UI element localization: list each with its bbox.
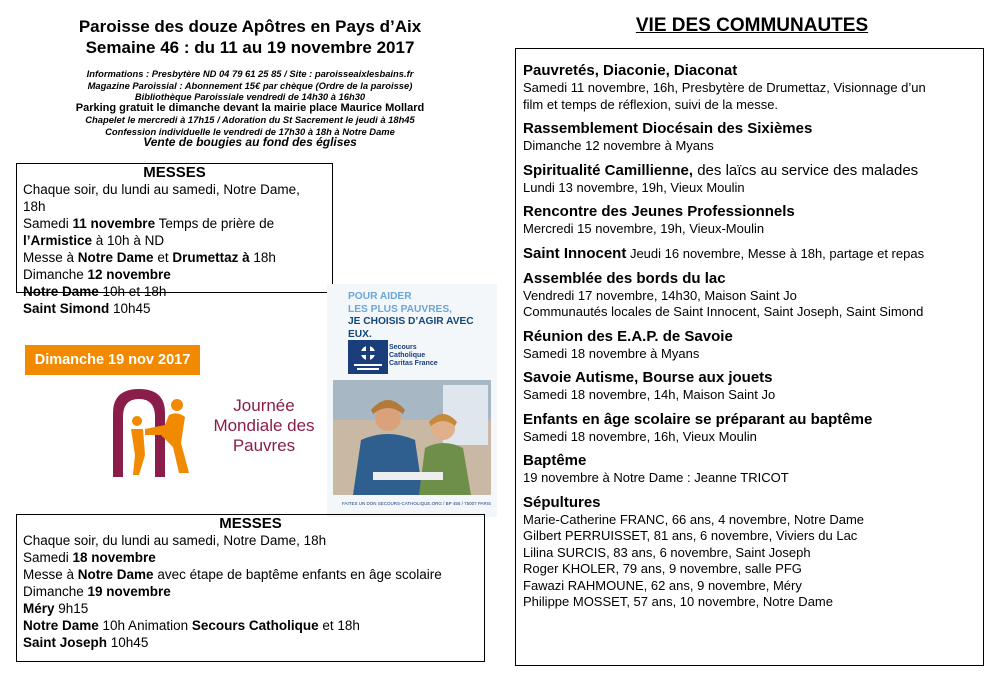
poster-slogan: POUR AIDER LES PLUS PAUVRES, JE CHOISIS D’AGIR AVEC EUX. bbox=[348, 291, 474, 340]
info-line: Chapelet le mercredi à 17h15 / Adoration du St Sacrement le jeudi à 18h45 bbox=[85, 114, 415, 125]
week-range: Semaine 46 : du 11 au 19 novembre 2017 bbox=[85, 38, 415, 57]
section-pauvretes: Pauvretés, Diaconie, Diaconat Samedi 11 novembre, 16h, Presbytère de Drumettaz, Visionnage d’un film et temps de réflexion, suivi de la messe. bbox=[523, 62, 926, 112]
messes-line: Samedi 11 novembre Temps de prière de l’Armistice à 10h à ND bbox=[23, 216, 275, 248]
section-camillienne: Spiritualité Camillienne, des laïcs au service des malades Lundi 13 novembre, 19h, Vieux Moulin bbox=[523, 161, 919, 195]
communautes-box bbox=[515, 48, 984, 666]
messes-line: Notre Dame 10h Animation Secours Catholique et 18h bbox=[23, 618, 360, 633]
list-item: Fawazi RAHMOUNE, 62 ans, 9 novembre, Méry bbox=[523, 577, 802, 593]
parish-title bbox=[0, 16, 500, 58]
event-name: Journée Mondiale des Pauvres bbox=[213, 396, 315, 455]
messes-line: Messe à Notre Dame et Drumettaz à 18h bbox=[23, 250, 276, 265]
messes-line: Dimanche 19 novembre bbox=[23, 584, 171, 599]
info-line: Bibliothèque Paroissiale vendredi de 14h30 à 16h30 bbox=[134, 91, 366, 102]
parish-name: Paroisse des douze Apôtres en Pays d’Aix bbox=[78, 17, 422, 36]
journee-pauvres-logo-icon bbox=[105, 385, 205, 480]
messes-title: MESSES bbox=[219, 515, 282, 532]
event-date-badge: Dimanche 19 nov 2017 bbox=[25, 345, 200, 375]
messes-line: Samedi 18 novembre bbox=[23, 550, 156, 565]
messes-line: Dimanche 12 novembre bbox=[23, 267, 171, 282]
section-bapteme: Baptême 19 novembre à Notre Dame : Jeanne TRICOT bbox=[523, 452, 789, 485]
section-sepultures: Sépultures Marie-Catherine FRANC, 66 ans, 4 novembre, Notre Dame Gilbert PERRUISSET, 81 ans, 6 novembre, Viviers du Lac Lilina SURCIS, 83 ans, 6 novembre, Saint Joseph Roger KHOLER, 79 ans, 9 novembre, salle PFG Fawazi RAHMOUNE, 62 ans, 9 novembre, Méry Philippe MOSSET, 57 ans, 10 novembre, Notre Dame bbox=[523, 493, 977, 611]
messes-line: Saint Joseph 10h45 bbox=[23, 635, 149, 650]
section-sixiemes: Rassemblement Diocésain des Sixièmes Dimanche 12 novembre à Myans bbox=[523, 120, 813, 153]
messes-line: Chaque soir, du lundi au samedi, Notre Dame, 18h bbox=[23, 182, 300, 214]
secours-catholique-poster bbox=[327, 284, 497, 517]
messes-box-week1 bbox=[16, 163, 333, 316]
list-item: Roger KHOLER, 79 ans, 9 novembre, salle PFG bbox=[523, 561, 802, 576]
info-line: Magazine Paroissial : Abonnement 15€ par chèque (Ordre de la paroisse) bbox=[87, 79, 413, 91]
section-enfants-bapteme: Enfants en âge scolaire se préparant au baptême Samedi 18 novembre, 16h, Vieux Moulin bbox=[523, 410, 873, 444]
section-jeunes-pro: Rencontre des Jeunes Professionnels Mercredi 15 novembre, 19h, Vieux-Moulin bbox=[523, 203, 795, 236]
messes-line: Saint Simond 10h45 bbox=[23, 301, 151, 316]
info-line: Informations : Presbytère ND 04 79 61 25 85 / Site : paroisseaixlesbains.fr bbox=[86, 68, 414, 79]
messes-box-week2 bbox=[16, 514, 485, 662]
messes-line: Méry 9h15 bbox=[23, 601, 89, 616]
section-assemblee: Assemblée des bords du lac Vendredi 17 novembre, 14h30, Maison Saint Jo Communautés locales de Saint Innocent, Saint Joseph, Saint Simond bbox=[523, 269, 924, 319]
poster-footer: FAITES UN DON SECOURS-CATHOLIQUE.ORG / BP 455 / 75007 PARIS bbox=[342, 501, 492, 506]
list-item: Gilbert PERRUISSET, 81 ans, 6 novembre, Viviers du Lac bbox=[523, 528, 858, 543]
parking-line: Parking gratuit le dimanche devant la mairie place Maurice Mollard bbox=[75, 101, 425, 114]
info-block bbox=[0, 68, 500, 149]
section-saint-innocent: Saint Innocent Jeudi 16 novembre, Messe à 18h, partage et repas bbox=[523, 244, 925, 262]
communautes-title: VIE DES COMMUNAUTES bbox=[635, 15, 869, 36]
info-line: Confession individuelle le vendredi de 17h30 à 18h à Notre Dame bbox=[105, 125, 395, 137]
secours-catholique-logo-icon bbox=[348, 340, 388, 374]
messes-line: Messe à Notre Dame avec étape de baptême enfants en âge scolaire bbox=[23, 567, 442, 582]
list-item: Lilina SURCIS, 83 ans, 6 novembre, Saint Joseph bbox=[523, 544, 811, 560]
list-item: Philippe MOSSET, 57 ans, 10 novembre, Notre Dame bbox=[523, 594, 833, 609]
list-item: Marie-Catherine FRANC, 66 ans, 4 novembre, Notre Dame bbox=[523, 511, 865, 527]
section-autisme: Savoie Autisme, Bourse aux jouets Samedi 18 novembre, 14h, Maison Saint Jo bbox=[523, 369, 776, 402]
poster-photo-icon bbox=[333, 380, 491, 495]
bougies-line: Vente de bougies au fond des églises bbox=[143, 135, 357, 149]
messes-line: Chaque soir, du lundi au samedi, Notre Dame, 18h bbox=[23, 533, 327, 548]
messes-line: Notre Dame 10h et 18h bbox=[23, 284, 167, 299]
poster-org: Secours Catholique Caritas France bbox=[389, 344, 438, 367]
section-eap: Réunion des E.A.P. de Savoie Samedi 18 novembre à Myans bbox=[523, 327, 733, 361]
messes-title: MESSES bbox=[143, 164, 206, 181]
